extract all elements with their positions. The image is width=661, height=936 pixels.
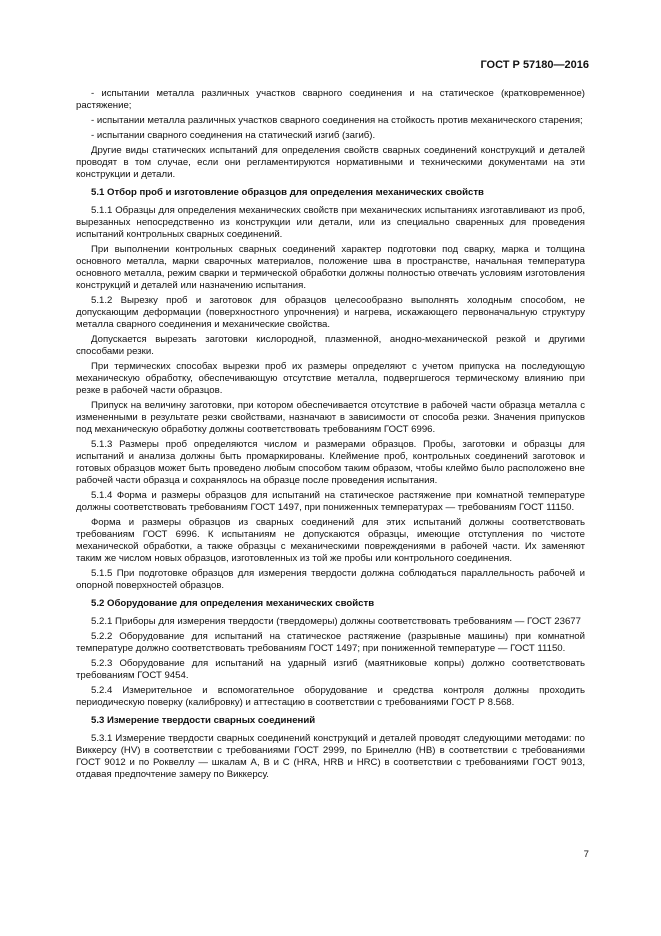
section-5-1-paragraph: 5.1.5 При подготовке образцов для измерения твердости должна соблюдаться параллельность рабочей и опорной поверхностей образцов. — [76, 568, 585, 591]
section-5-2-paragraph: 5.2.1 Приборы для измерения твердости (твердомеры) должны соответствовать требованиям — ГОСТ 23677 — [91, 616, 581, 627]
section-5-1-paragraph: При термических способах вырезки проб их размеры определяют с учетом припуска на последующую механическую обработку, обеспечивающую отсутствие металла, подвергшегося термическому влиянию при резке в рабочей части образцов. — [76, 361, 585, 396]
page-number: 7 — [583, 849, 589, 860]
section-5-2-paragraph: 5.2.3 Оборудование для испытаний на ударный изгиб (маятниковые копры) должно соответствовать требованиям ГОСТ 9454. — [76, 658, 585, 681]
section-5-1-paragraph: 5.1.4 Форма и размеры образцов для испытаний на статическое растяжение при комнатной температуре должны соответствовать требованиям ГОСТ 1497, при пониженных температурах — требованиям ГОСТ 11150. — [76, 490, 585, 513]
section-5-1-paragraph: 5.1.3 Размеры проб определяются числом и размерами образцов. Пробы, заготовки и образцы для испытаний и анализа должны быть промаркированы. Клеймение проб, контрольных соединений заготовок и готовых образцов может быть проведено любым способом таким образом, чтобы клеймо было расположено вне рабочей части образца и сохранялось на образце после проведения испытания. — [76, 439, 585, 486]
intro-paragraph: - испытании металла различных участков сварного соединения на стойкость против механического старения; — [91, 115, 583, 126]
intro-paragraph: - испытании металла различных участков сварного соединения и на статическое (кратковременное) растяжение; — [76, 88, 585, 111]
intro-paragraph: Другие виды статических испытаний для определения свойств сварных соединений конструкций и деталей проводят в том случае, если они регламентируются нормативными и техническими документами на эти конструкции и детали. — [76, 145, 585, 180]
section-5-2-paragraph: 5.2.2 Оборудование для испытаний на статическое растяжение (разрывные машины) при комнатной температуре должно соответствовать требованиям ГОСТ 1497; при пониженной температуре — ГОСТ 11150. — [76, 631, 585, 654]
section-5-1-paragraph: Допускается вырезать заготовки кислородной, плазменной, анодно-механической резкой и другими способами резки. — [76, 334, 585, 357]
section-5-3-heading: 5.3 Измерение твердости сварных соединений — [91, 715, 316, 726]
document-header: ГОСТ Р 57180—2016 — [480, 59, 589, 71]
section-5-1-paragraph: 5.1.1 Образцы для определения механических свойств при механических испытаниях изготавливают из проб, вырезанных непосредственно из конструкции или детали, или из специально сваренных для проведения испытаний контрольных сварных соединений. — [76, 205, 585, 240]
section-5-1-paragraph: Форма и размеры образцов из сварных соединений для этих испытаний должны соответствовать требованиям ГОСТ 6996. К испытаниям не допускаются образцы, имеющие отступления по чистоте механической обработки, а также образцы с механическими повреждениями в рабочей части. Их заменяют таким же числом новых образцов, изготовленных из той же пробы или контрольного соединения. — [76, 517, 585, 564]
section-5-2-paragraph: 5.2.4 Измерительное и вспомогательное оборудование и средства контроля должны проходить периодическую поверку (калибровку) и аттестацию в соответствии с требованиями ГОСТ Р 8.568. — [76, 685, 585, 708]
section-5-1-paragraph: При выполнении контрольных сварных соединений характер подготовки под сварку, марка и толщина основного металла, марки сварочных материалов, положение шва в пространстве, начальная температура основного металла, режим сварки и термической обработки должны полностью отвечать условиям изготовления конструкций и деталей или назначению испытания. — [76, 244, 585, 291]
section-5-3-paragraph: 5.3.1 Измерение твердости сварных соединений конструкций и деталей проводят следующими методами: по Виккерсу (HV) в соответствии с требованиями ГОСТ 2999, по Бринеллю (НВ) в соответствии с требованиями ГОСТ 9012 и по Роквеллу — шкалам А, В и С (HRA, HRB и HRC) в соответствии с требованиями ГОСТ 9013, отдавая предпочтение замеру по Виккерсу. — [76, 733, 585, 780]
section-5-1-paragraph: Припуск на величину заготовки, при котором обеспечивается отсутствие в рабочей части образца металла с измененными в результате резки свойствами, назначают в зависимости от способа резки. Значения припусков под механическую обработку должны соответствовать требованиям ГОСТ 6996. — [76, 400, 585, 435]
section-5-1-heading: 5.1 Отбор проб и изготовление образцов для определения механических свойств — [91, 187, 484, 198]
document-body — [76, 88, 585, 784]
section-5-1-paragraph: 5.1.2 Вырезку проб и заготовок для образцов целесообразно выполнять холодным способом, не допускающим деформации (поверхностного упрочнения) и нагрева, искажающего первоначальную структуру металла сварного соединения и механические свойства. — [76, 295, 585, 330]
section-5-2-heading: 5.2 Оборудование для определения механических свойств — [91, 598, 375, 609]
intro-paragraph: - испытании сварного соединения на статический изгиб (загиб). — [91, 130, 376, 141]
